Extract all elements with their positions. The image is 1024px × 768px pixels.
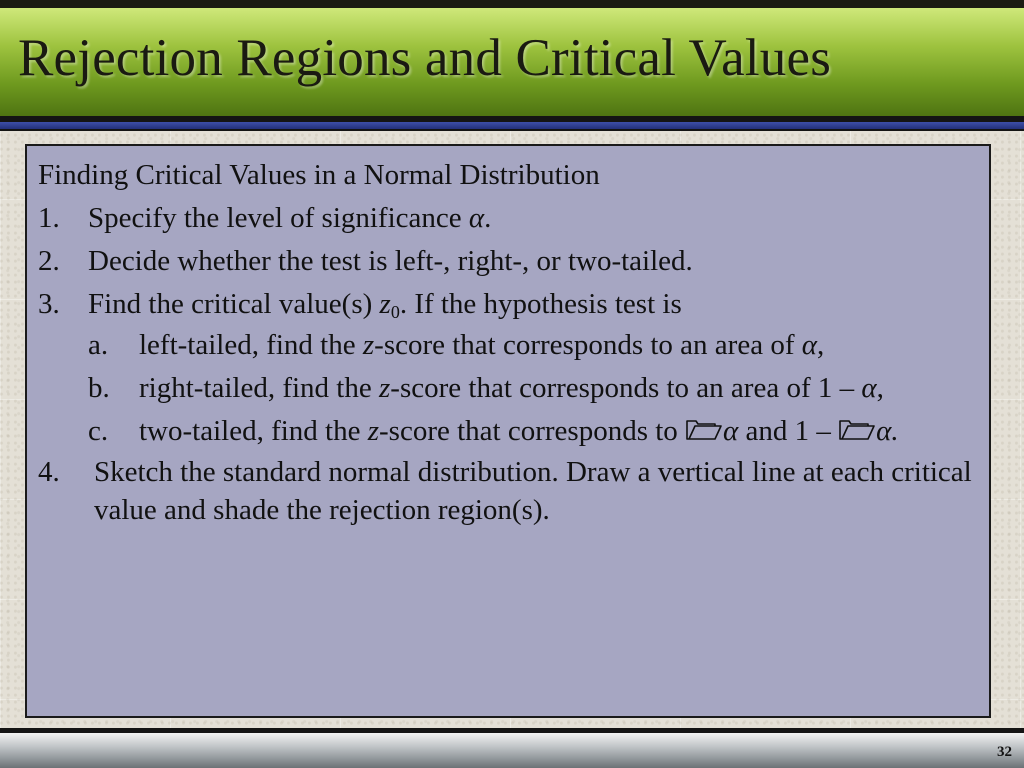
content-box [25,144,991,718]
substep-text: and 1 – [738,415,839,447]
alpha-symbol: α [861,372,877,404]
folder-icon [838,413,876,435]
top-border-strip [0,0,1024,8]
content-heading: Finding Critical Values in a Normal Distribution [38,159,600,191]
z-symbol: z [362,329,375,361]
folder-icon [685,413,723,435]
list-number: 2. [38,245,60,277]
title-bar [0,8,1024,116]
title-divider-thin [0,129,1024,131]
list-item-step-2 [38,240,977,283]
step-text: Sketch the standard normal distribution. Draw a vertical line at each critical value and shade the rejection region(s). [94,456,972,526]
punctuation: , [876,372,884,404]
list-letter: a. [88,329,109,361]
z-symbol: z [379,372,391,404]
punctuation: . [891,415,899,447]
z-symbol: z [379,288,391,320]
substep-text: two-tailed, find the [139,415,368,447]
list-item-substep-c [38,412,977,450]
slide-title: Rejection Regions and Critical Values [18,29,832,87]
substep-text: left-tailed, find the [139,329,363,361]
alpha-symbol: α [801,329,817,361]
step-text: Specify the level of significance [88,202,469,234]
footer-bar [0,733,1024,768]
substep-text: -score that corresponds to [379,415,686,447]
list-number: 1. [38,202,60,234]
list-item-substep-a [38,326,977,364]
list-item-step-1 [38,197,977,240]
step-text: Find the critical value(s) [88,288,380,320]
alpha-symbol: α [723,415,739,447]
list-item-step-4 [38,453,977,529]
punctuation: . [484,202,492,234]
alpha-symbol: α [876,415,892,447]
substep-text: -score that corresponds to an area of 1 – [390,372,862,404]
subscript-zero: 0 [390,302,400,322]
list-item-substep-b [38,369,977,407]
step-text: . If the hypothesis test is [399,288,682,320]
substep-text: -score that corresponds to an area of [374,329,802,361]
alpha-symbol: α [468,202,485,234]
punctuation: , [816,329,825,361]
list-letter: b. [88,372,110,404]
title-divider-blue [0,122,1024,129]
list-letter: c. [88,415,109,447]
substep-text: right-tailed, find the [139,372,379,404]
list-number: 3. [38,288,60,320]
list-number: 4. [38,456,60,488]
z-symbol: z [367,415,380,447]
list-item-step-3 [38,283,977,326]
page-number: 32 [997,744,1012,760]
step-text: Decide whether the test is left-, right-, or two-tailed. [88,245,693,277]
